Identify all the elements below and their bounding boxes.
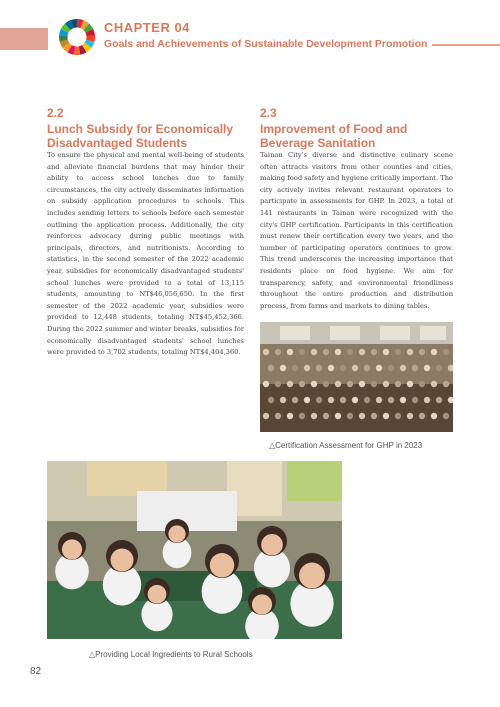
caption-rural: △Providing Local Ingredients to Rural Schools bbox=[89, 650, 253, 659]
ghp-assessment-photo bbox=[260, 322, 453, 432]
section-2-2-title-line1: Lunch Subsidy for Economically bbox=[47, 122, 234, 136]
rural-school-photo bbox=[47, 461, 342, 639]
caption-ghp: △Certification Assessment for GHP in 2023 bbox=[269, 441, 423, 450]
section-2-2-body: To ensure the physical and mental well-being of students and alleviate financial burdens that may hinder their ability to access school lunches due to family circumstances, the city actively disseminates information on subsidy application procedures to schools. This includes sending letters to schools before each semester outlining the application process. Additionally, the city reinforces advocacy during public meetings with principals, directors, and nutritionists. According to statistics, in the second semester of the 2022 academic year, subsidies for economically disadvantaged students' school lunches were provided to a total of 13,115 students, amounting to NT$46,056,650. In the first semester of the 2022 academic year, subsidies were provided to 12,448 students, totaling NT$45,452,366. During the 2022 summer and winter breaks, subsidies for economically disadvantaged students' school lunches were provided to 3,702 students, totaling NT$4,404,360. bbox=[47, 151, 244, 357]
section-2-2-number: 2.2 bbox=[47, 106, 64, 120]
section-2-2-title-line2: Disadvantaged Students bbox=[47, 136, 188, 150]
chapter-label: CHAPTER 04 bbox=[104, 20, 190, 35]
section-2-3-body: Tainan City's diverse and distinctive culinary scene often attracts visitors from other counties and cities, making food safety and hygiene critically important. The city actively invites relevant restaurant operators to participate in assessments for GHP. In 2023, a total of 141 restaurants in Tainan were recognized with the city's GHP certification. Participants in this certification must renew their certification every two years, and the number of participating operators continues to grow. This trend underscores the increasing importance that residents place on food hygiene. We aim for transparency, safety, and environmental friendliness throughout the entire production and distribution process, from farms and markets to dining tables. bbox=[260, 151, 453, 310]
chapter-subtitle: Goals and Achievements of Sustainable Development Promotion bbox=[104, 38, 428, 50]
sdg-wheel-logo bbox=[58, 18, 96, 56]
section-2-3-title-line2: Beverage Sanitation bbox=[260, 136, 376, 150]
header-accent-block bbox=[0, 28, 48, 50]
section-2-3-number: 2.3 bbox=[260, 106, 277, 120]
page-number: 82 bbox=[30, 666, 42, 677]
section-2-3-title-line1: Improvement of Food and bbox=[260, 122, 408, 136]
header-rule bbox=[432, 44, 500, 46]
